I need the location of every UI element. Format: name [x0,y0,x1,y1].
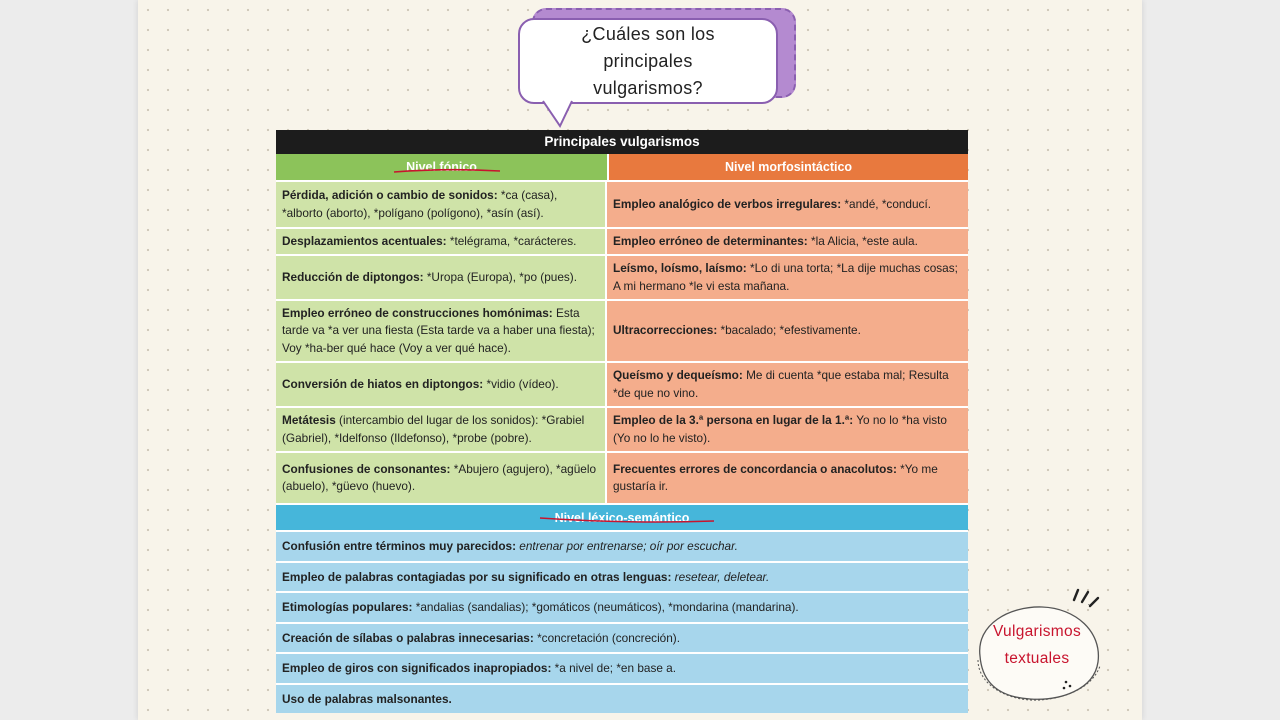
stamp-line-1: Vulgarismos [992,623,1081,640]
lexico-underline [538,514,718,526]
stamp-line-2: textuales [1004,650,1070,667]
table-row [276,299,968,361]
table-row [276,361,968,406]
lexico-row: Creación de sílabas o palabras innecesarias: *concretación (concreción). [276,622,968,653]
morfo-cell: Empleo erróneo de determinantes: *la Alicia, *este aula. [607,229,968,254]
fonico-cell: Pérdida, adición o cambio de sonidos: *ca (casa), *alborto (aborto), *polígano (polígono), *asín (así). [276,182,607,227]
morfo-cell: Ultracorrecciones: *bacalado; *efestivamente. [607,301,968,361]
morfo-cell: Queísmo y dequeísmo: Me di cuenta *que estaba mal; Resulta *de que no vino. [607,363,968,406]
bubble-line-2: vulgarismos? [593,77,703,98]
table-row [276,451,968,503]
table-row [276,180,968,227]
lexico-row: Empleo de palabras contagiadas por su significado en otras lenguas: resetear, deletear. [276,561,968,592]
lexico-row: Etimologías populares: *andalias (sandalias); *gomáticos (neumáticos), *mondarina (mandarina). [276,591,968,622]
fonico-cell: Empleo erróneo de construcciones homónimas: Esta tarde va *a ver una fiesta (Esta tarde va a haber una fiesta); Voy *ha-ber qué hace (Voy a ver qué hace). [276,301,607,361]
stamp-text [970,618,1104,672]
table-row [276,406,968,451]
lexico-row: Confusión entre términos muy parecidos: entrenar por entrenarse; oír por escuchar. [276,530,968,561]
lexico-row: Uso de palabras malsonantes. [276,683,968,714]
vulgarismos-table [276,130,968,713]
morfo-cell: Empleo de la 3.ª persona en lugar de la 1.ª: Yo no lo *ha visto (Yo no lo he visto). [607,408,968,451]
fonico-cell: Reducción de diptongos: *Uropa (Europa), *po (pues). [276,256,607,299]
morfo-cell: Empleo analógico de verbos irregulares: *andé, *conducí. [607,182,968,227]
fonico-cell: Conversión de hiatos en diptongos: *vidio (vídeo). [276,363,607,406]
bubble-line-1: ¿Cuáles son los principales [581,23,715,71]
question-bubble [518,18,778,104]
table-title: Principales vulgarismos [276,130,968,154]
header-nivel-fonico: Nivel fónico [276,154,609,180]
bubble-tail [540,100,580,130]
header-nivel-lexico-semantico: Nivel léxico-semántico [276,503,968,530]
fonico-cell: Confusiones de consonantes: *Abujero (agujero), *agüelo (abuelo), *güevo (huevo). [276,453,607,503]
table-header-row [276,154,968,180]
fonico-cell: Metátesis (intercambio del lugar de los sonidos): *Grabiel (Gabriel), *Idelfonso (Ildefonso), *probe (pobre). [276,408,607,451]
table-row [276,227,968,254]
fonico-cell: Desplazamientos acentuales: *telégrama, *carácteres. [276,229,607,254]
header-nivel-morfosintactico: Nivel morfosintáctico [609,154,968,180]
morfo-cell: Frecuentes errores de concordancia o anacolutos: *Yo me gustaría ir. [607,453,968,503]
bubble-text [536,21,761,102]
morfo-cell: Leísmo, loísmo, laísmo: *Lo di una torta; *La dije muchas cosas; A mi hermano *le vi esta mañana. [607,256,968,299]
lexico-row: Empleo de giros con significados inapropiados: *a nivel de; *en base a. [276,652,968,683]
fonico-underline [392,166,504,176]
table-row [276,254,968,299]
sparkle-icon [1068,588,1102,614]
